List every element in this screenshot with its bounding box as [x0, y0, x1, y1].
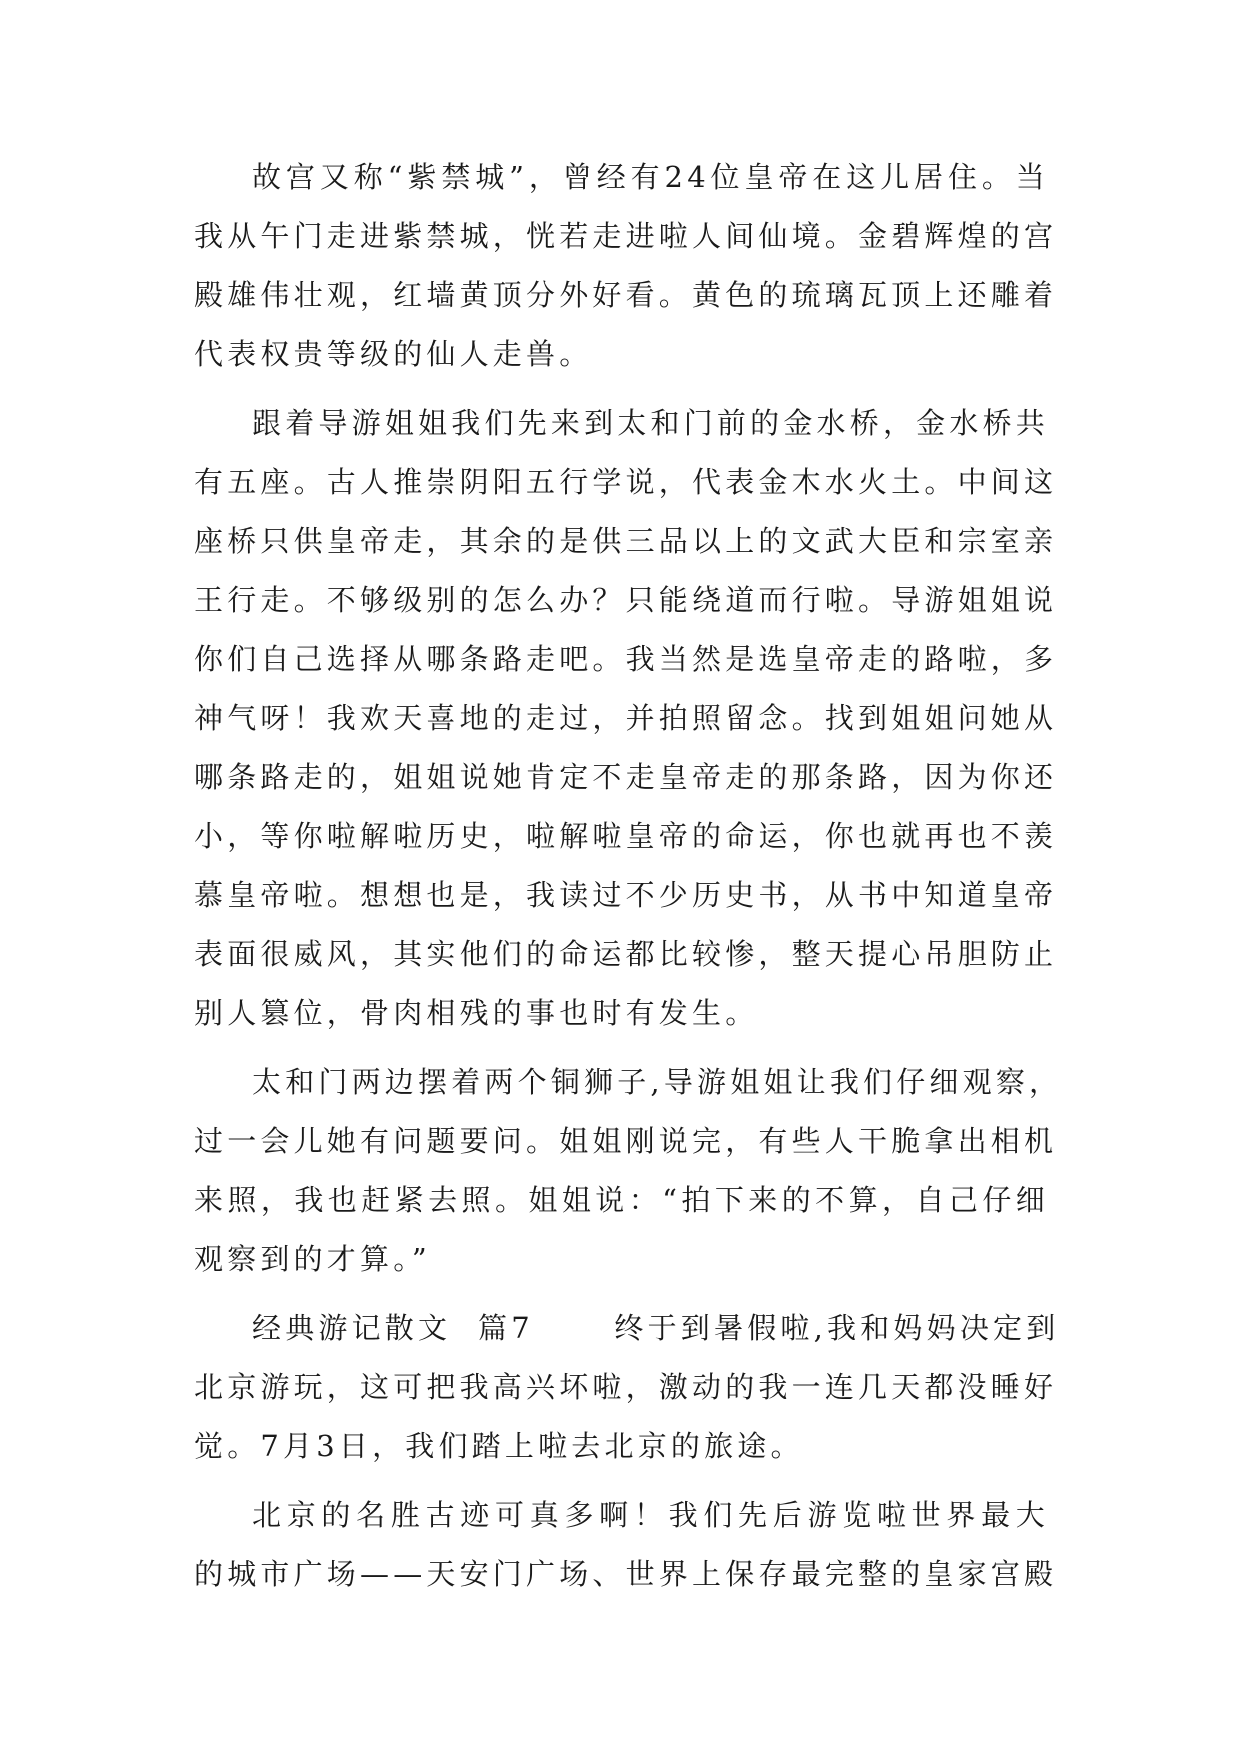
text-line: 故宫又称“紫禁城”，曾经有24位皇帝在这儿居住。当: [252, 160, 1049, 194]
text-line: 小，等你啦解啦历史，啦解啦皇帝的命运，你也就再也不羡: [194, 819, 1058, 853]
text-line: 别人篡位，骨肉相残的事也时有发生。: [194, 996, 759, 1030]
text-line: 来照，我也赶紧去照。姐姐说：“拍下来的不算，自己仔细: [194, 1183, 1049, 1217]
text-line: 跟着导游姐姐我们先来到太和门前的金水桥，金水桥共: [252, 406, 1049, 440]
text-line: 观察到的才算。”: [194, 1242, 431, 1276]
text-line: 我从午门走进紫禁城，恍若走进啦人间仙境。金碧辉煌的宫: [194, 219, 1058, 253]
text-line: 神气呀！我欢天喜地的走过，并拍照留念。找到姐姐问她从: [194, 701, 1058, 735]
text-line: 太和门两边摆着两个铜狮子,导游姐姐让我们仔细观察，: [252, 1065, 1063, 1099]
text-line: 北京的名胜古迹可真多啊！我们先后游览啦世界最大: [252, 1498, 1049, 1532]
paragraph-forbidden-city: [194, 148, 1058, 384]
paragraph-beijing-sites: [194, 1486, 1058, 1604]
text-line: 表面很威风，其实他们的命运都比较惨，整天提心吊胆防止: [194, 937, 1058, 971]
text-line: 座桥只供皇帝走，其余的是供三品以上的文武大臣和宗室亲: [194, 524, 1058, 558]
paragraph-summer-trip: [194, 1299, 1060, 1476]
text-line: 哪条路走的，姐姐说她肯定不走皇帝走的那条路，因为你还: [194, 760, 1058, 794]
text-line: 的城市广场——天安门广场、世界上保存最完整的皇家宫殿: [194, 1557, 1058, 1591]
text-line: 代表权贵等级的仙人走兽。: [194, 337, 593, 371]
text-line: 经典游记散文 篇7 终于到暑假啦,我和妈妈决定到: [252, 1311, 1060, 1345]
text-line: 觉。7月3日，我们踏上啦去北京的旅途。: [194, 1429, 804, 1463]
paragraph-golden-water-bridge: [194, 394, 1058, 1043]
document-page: [194, 148, 1063, 1604]
text-line: 慕皇帝啦。想想也是，我读过不少历史书，从书中知道皇帝: [194, 878, 1058, 912]
text-line: 过一会儿她有问题要问。姐姐刚说完，有些人干脆拿出相机: [194, 1124, 1058, 1158]
text-line: 北京游玩，这可把我高兴坏啦，激动的我一连几天都没睡好: [194, 1370, 1058, 1404]
text-line: 有五座。古人推崇阴阳五行学说，代表金木水火土。中间这: [194, 465, 1058, 499]
text-line: 王行走。不够级别的怎么办？只能绕道而行啦。导游姐姐说: [194, 583, 1058, 617]
text-line: 你们自己选择从哪条路走吧。我当然是选皇帝走的路啦，多: [194, 642, 1058, 676]
paragraph-bronze-lions: [194, 1053, 1063, 1289]
text-line: 殿雄伟壮观，红墙黄顶分外好看。黄色的琉璃瓦顶上还雕着: [194, 278, 1058, 312]
